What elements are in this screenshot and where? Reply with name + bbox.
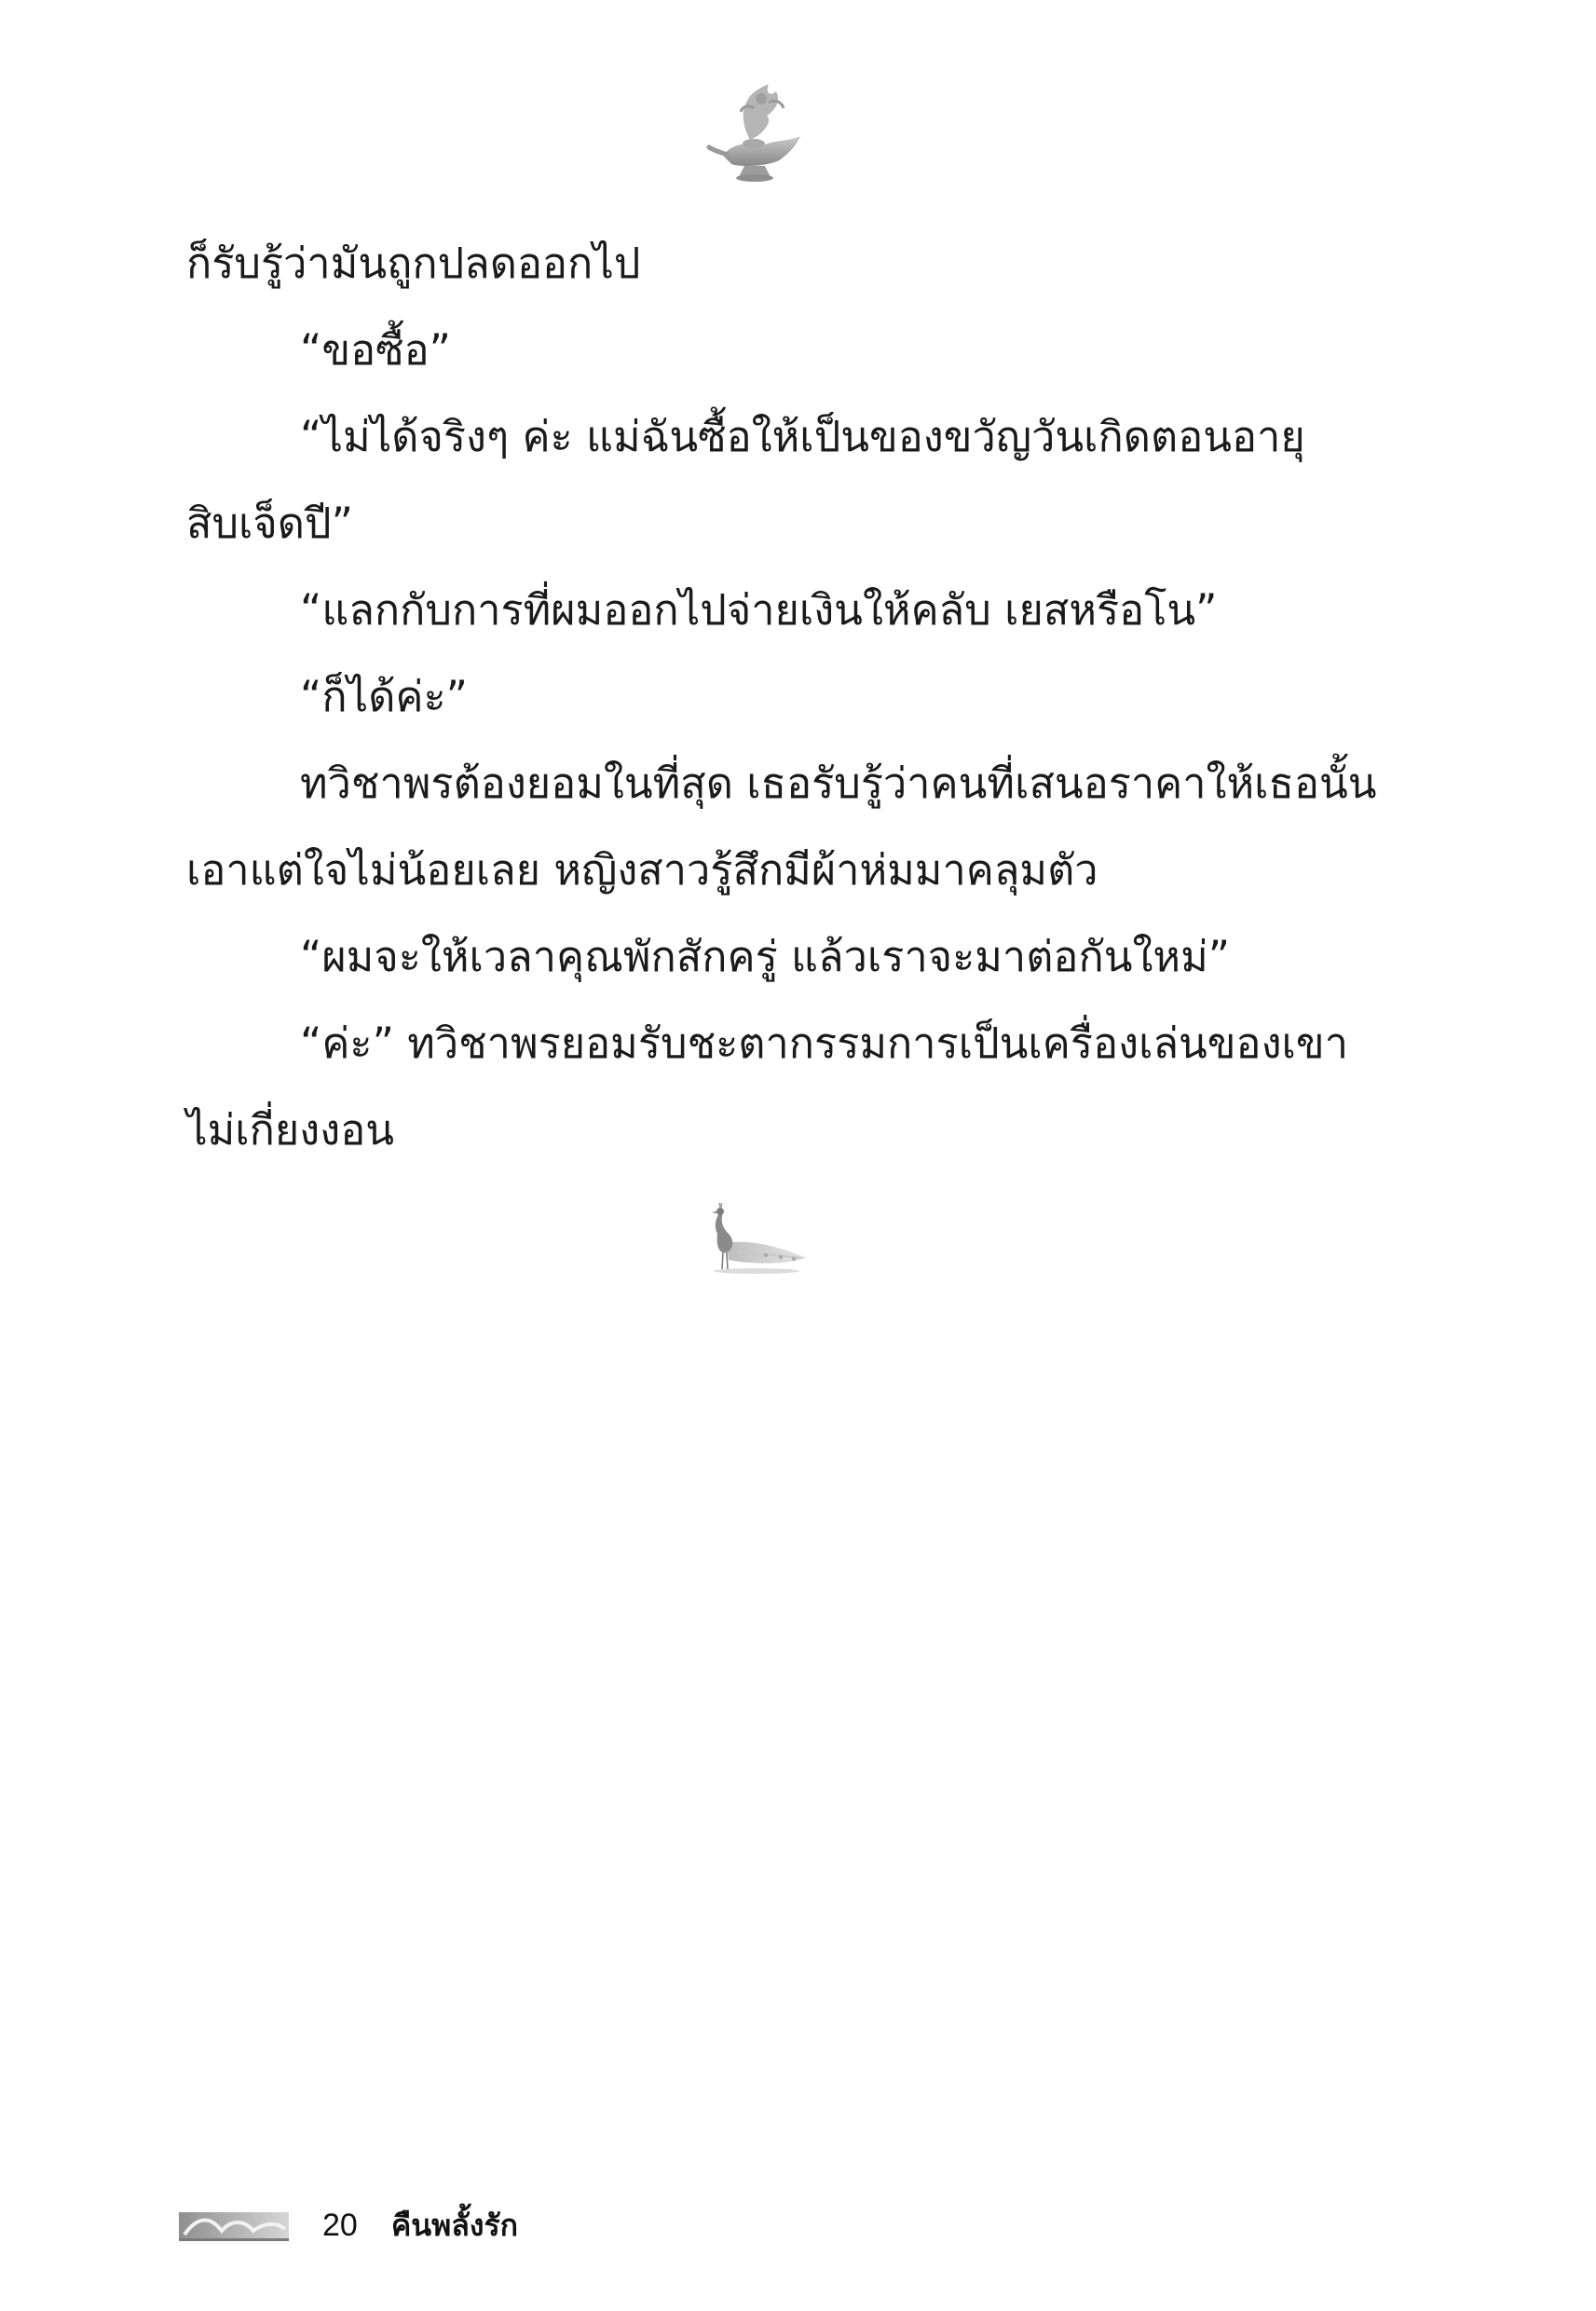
text-line: ก็รับรู้ว่ามันถูกปลดออกไป — [186, 239, 641, 288]
text-line: เอาแต่ใจไม่น้อยเลย หญิงสาวรู้สึกมีผ้าห่มมาคลุมตัว — [186, 845, 1098, 895]
text-line: ไม่เกี่ยงงอน — [186, 1105, 395, 1155]
text-line: สิบเจ็ดปี” — [186, 499, 353, 548]
decorative-strip-icon — [179, 2207, 289, 2244]
book-title: คืนพลั้งรัก — [390, 2207, 518, 2243]
text-line: “ขอซื้อ” — [300, 325, 451, 375]
story-text — [186, 220, 1377, 1173]
peacock-icon — [701, 1202, 812, 1277]
magic-lamp-genie-icon — [696, 75, 817, 196]
text-line: ทวิชาพรต้องยอมในที่สุด เธอรับรู้ว่าคนที่เสนอราคาให้เธอนั้น — [300, 759, 1377, 808]
text-line: “ก็ได้ค่ะ” — [300, 672, 468, 721]
text-line: “ค่ะ” ทวิชาพรยอมรับชะตากรรมการเป็นเครื่องเล่นของเขา — [300, 1019, 1348, 1068]
text-line: “ผมจะให้เวลาคุณพักสักครู่ แล้วเราจะมาต่อกันใหม่” — [300, 932, 1231, 981]
text-line: “แลกกับการที่ผมออกไปจ่ายเงินให้คลับ เยสหรือโน” — [300, 585, 1218, 635]
page-footer — [179, 2199, 518, 2251]
text-line: “ไม่ได้จริงๆ ค่ะ แม่ฉันซื้อให้เป็นของขวัญวันเกิดตอนอายุ — [300, 412, 1305, 461]
page-number: 20 — [322, 2207, 358, 2243]
